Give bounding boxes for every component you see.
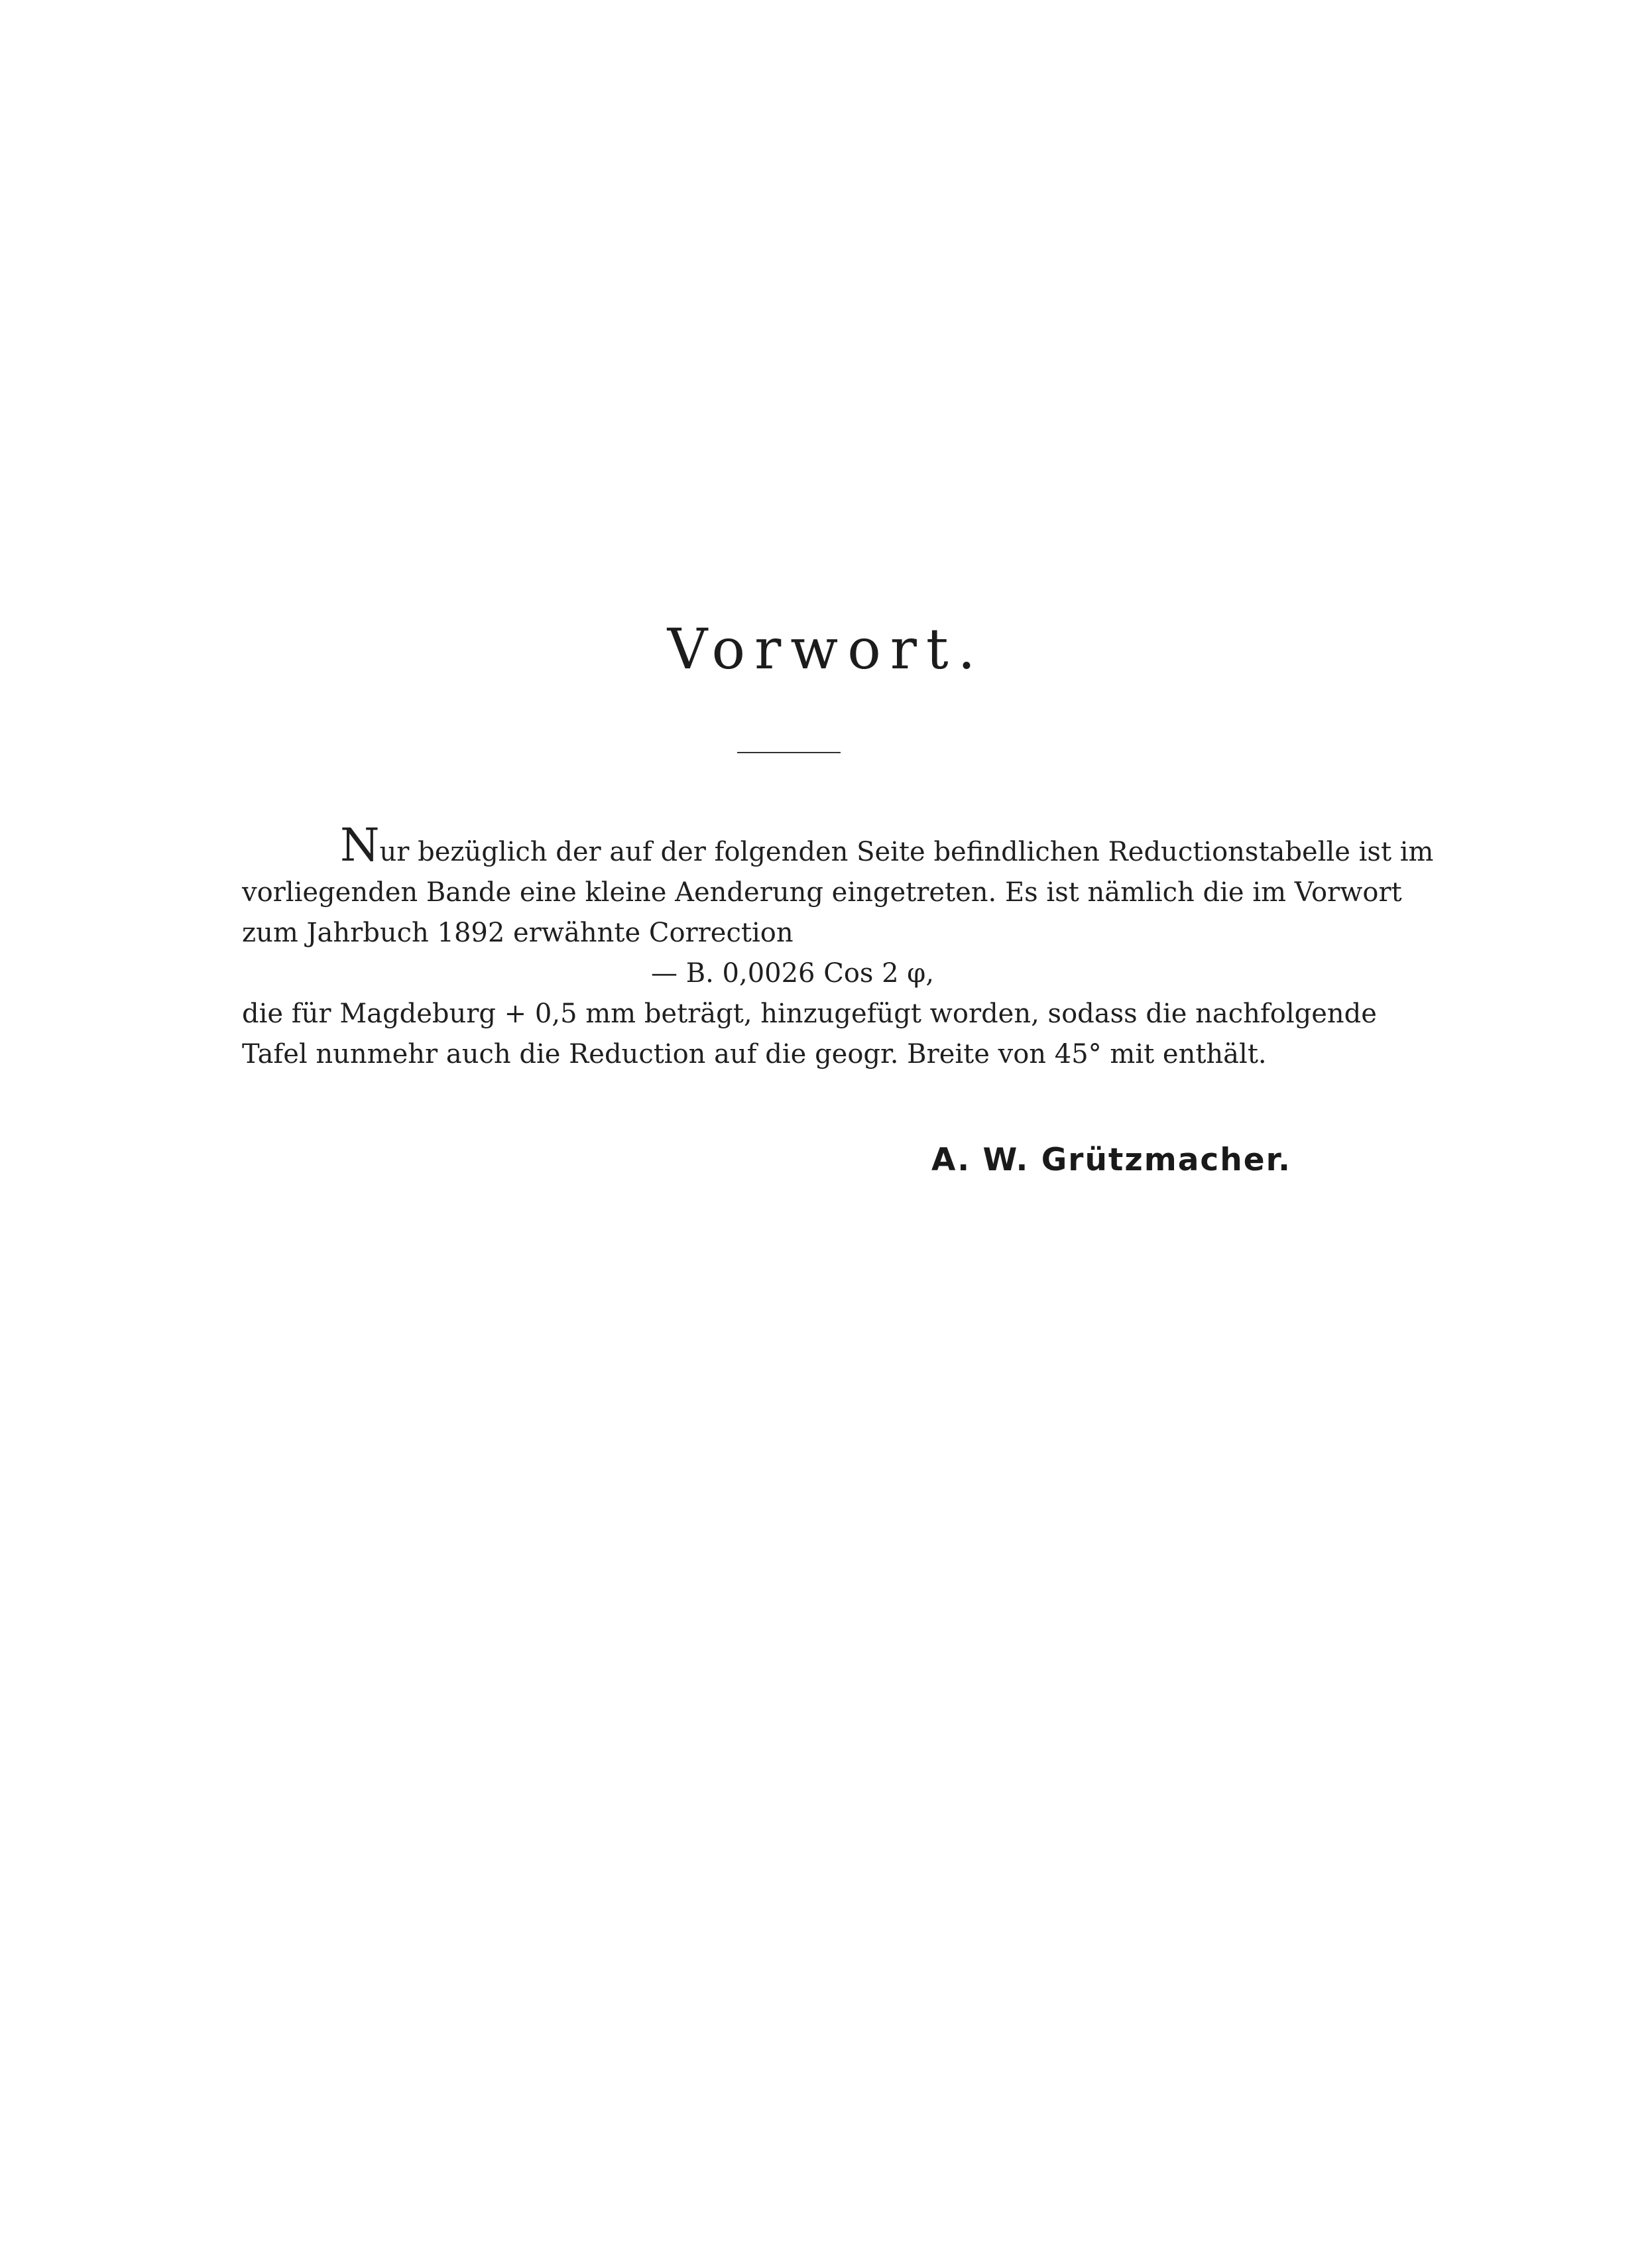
paragraph-line-1 <box>242 820 1434 873</box>
correction-formula: — B. 0,0026 Cos 2 φ, <box>651 958 935 989</box>
page-title: Vorwort. <box>667 617 985 682</box>
paragraph-line-5: Tafel nunmehr auch die Reduction auf die geogr. Breite von 45° mit enthält. <box>242 1039 1267 1070</box>
preface-paragraph <box>242 820 1434 1075</box>
paragraph-line-1-text: ur bezüglich der auf der folgenden Seite befindlichen Reductionstabelle ist im <box>379 837 1434 867</box>
title-divider <box>737 752 841 753</box>
paragraph-line-3: zum Jahrbuch 1892 erwähnte Correction <box>242 918 794 948</box>
paragraph-line-2: vorliegenden Bande eine kleine Aenderung eingetreten. Es ist nämlich die im Vorwort <box>242 877 1402 908</box>
author-signature: A. W. Grützmacher. <box>931 1142 1291 1178</box>
paragraph-line-4: die für Magdeburg + 0,5 mm beträgt, hinzugefügt worden, sodass die nachfolgende <box>242 999 1377 1029</box>
drop-capital: N <box>340 820 380 872</box>
